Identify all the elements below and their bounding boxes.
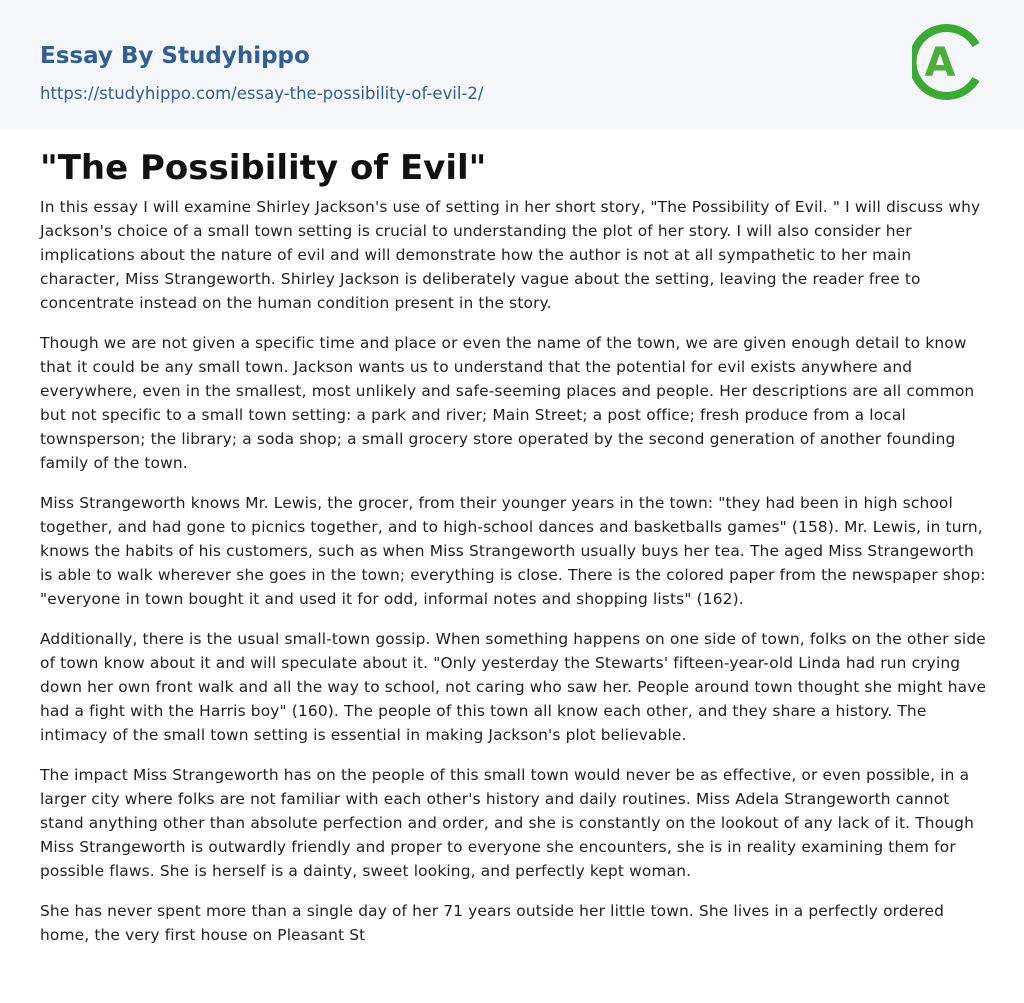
essay-body	[40, 195, 990, 947]
essay-url-link[interactable]: https://studyhippo.com/essay-the-possibility-of-evil-2/	[40, 84, 484, 103]
essay-paragraph: Additionally, there is the usual small-town gossip. When something happens on one side of town, folks on the other side of town know about it and will speculate about it. "Only yesterday the Stewarts' fifteen-year-old Linda had run crying down her own front walk and all the way to school, not caring who saw her. People around town thought she might have had a fight with the Harris boy" (160). The people of this town all know each other, and they share a history. The intimacy of the small town setting is essential in making Jackson's plot believable.	[40, 630, 987, 744]
essay-paragraph: Though we are not given a specific time and place or even the name of the town, we are given enough detail to know that it could be any small town. Jackson wants us to understand that the potential for evil exists anywhere and everywhere, even in the smallest, most unlikely and safe-seeming places and people. Her descriptions are all common but not specific to a small town setting: a park and river; Main Street; a post office; fresh produce from a local townsperson; the library; a soda shop; a small grocery store operated by the second generation of another founding family of the town.	[40, 334, 975, 472]
essay-content	[40, 145, 990, 963]
essay-paragraph: She has never spent more than a single day of her 71 years outside her little town. She lives in a perfectly ordered home, the very first house on Pleasant St	[40, 902, 945, 944]
essay-paragraph: The impact Miss Strangeworth has on the people of this small town would never be as effective, or even possible, in a larger city where folks are not familiar with each other's history and daily routines. Miss Adela Strangeworth cannot stand anything other than absolute perfection and order, and she is constantly on the lookout of any lack of it. Though Miss Strangeworth is outwardly friendly and proper to everyone she encounters, she is in reality examining them for possible flaws. She is herself is a dainty, sweet looking, and perfectly kept woman.	[40, 766, 974, 880]
studyhippo-logo-icon[interactable]	[912, 18, 986, 106]
logo-letter: A	[924, 40, 956, 86]
essay-title: "The Possibility of Evil"	[40, 148, 487, 188]
site-header	[0, 0, 1024, 129]
essay-paragraph: In this essay I will examine Shirley Jackson's use of setting in her short story, "The Possibility of Evil. " I will discuss why Jackson's choice of a small town setting is crucial to understanding the plot of her story. I will also consider her implications about the nature of evil and will demonstrate how the author is not at all sympathetic to her main character, Miss Strangeworth. Shirley Jackson is deliberately vague about the setting, leaving the reader free to concentrate instead on the human condition present in the story.	[40, 198, 981, 312]
site-title[interactable]: Essay By Studyhippo	[40, 43, 310, 69]
essay-paragraph: Miss Strangeworth knows Mr. Lewis, the grocer, from their younger years in the town: "they had been in high school together, and had gone to picnics together, and to high-school dances and basketballs games" (158). Mr. Lewis, in turn, knows the habits of his customers, such as when Miss Strangeworth usually buys her tea. The aged Miss Strangeworth is able to walk wherever she goes in the town; everything is close. There is the colored paper from the newspaper shop: "everyone in town bought it and used it for odd, informal notes and shopping lists" (162).	[40, 494, 986, 608]
